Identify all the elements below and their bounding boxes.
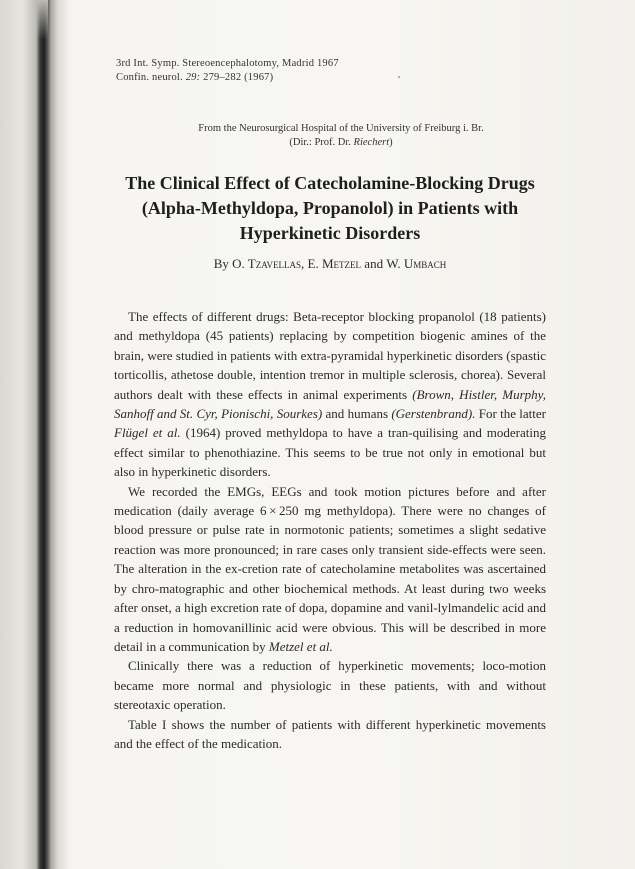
author-name: W. Umbach [386, 256, 447, 271]
journal-header-line2: Confin. neurol. 29: 279–282 (1967) [116, 72, 274, 83]
body-paragraph-2: We recorded the EMGs, EEGs and took motion pictures before and after medication (daily average 6 × 250 mg methyldopa). There were no changes of blood pressure or pulse rate in normotonic patients; sometimes a slight sedative reaction was more pronounced; in rare cases only transient side-effects were seen. The alteration in the ex-cretion rate of catecholamine metabolites was ascertained by chro-matographic and other biochemical methods. At least during two weeks after onset, a high excretion rate of dopa, dopamine and vanil-lylmandelic acid and a reduction in homovanillinic acid were obvious. This will be described in more detail in a communication by Metzel et al. [114, 483, 546, 654]
author-name: E. Metzel [307, 256, 362, 271]
body-paragraph-4: Table I shows the number of patients with different hyperkinetic movements and the effect of the medication. [114, 716, 546, 751]
journal-header-line1: 3rd Int. Symp. Stereoencephalotomy, Madrid 1967 [116, 58, 339, 69]
body-paragraph-3: Clinically there was a reduction of hyperkinetic movements; loco-motion became more normal and physiologic in these patients, with and without stereotaxic operation. [114, 658, 546, 713]
article-title-line1: The Clinical Effect of Catecholamine-Blocking Drugs [125, 173, 535, 193]
book-binding-shadow [0, 0, 70, 869]
author-name: O. Tzavellas [232, 256, 302, 271]
body-paragraph-1: The effects of different drugs: Beta-receptor blocking propanolol (18 patients) and methyldopa (45 patients) replacing by competition biogenic amines of the brain, were studied in patients with extra-pyramidal hyperkinetic disorders (spastic torticollis, athetose double, intention tremor in multiple sclerosis, chorea). Several authors dealt with these effects in animal experiments (Brown, Histler, Murphy, Sanhoff and St. Cyr, Pionischi, Sourkes) and humans (Gerstenbrand). For the latter Flügel et al. (1964) proved methyldopa to have a tran-quilising and moderating effect similar to phenothiazine. This seems to be true not only in emotional but also in hyperkinetic disorders. [114, 309, 546, 480]
article-title-line3: Hyperkinetic Disorders [239, 223, 421, 243]
affiliation-line2: (Dir.: Prof. Dr. Riechert) [289, 137, 393, 148]
binding-edge [36, 0, 48, 40]
article-body [114, 307, 546, 753]
affiliation-line1: From the Neurosurgical Hospital of the University of Freiburg i. Br. [198, 123, 484, 134]
scan-speck [398, 76, 400, 78]
author-line: By O. Tzavellas, E. Metzel and W. Umbach [213, 256, 447, 271]
article-title-line2: (Alpha-Methyldopa, Propanolol) in Patients with [141, 198, 519, 218]
